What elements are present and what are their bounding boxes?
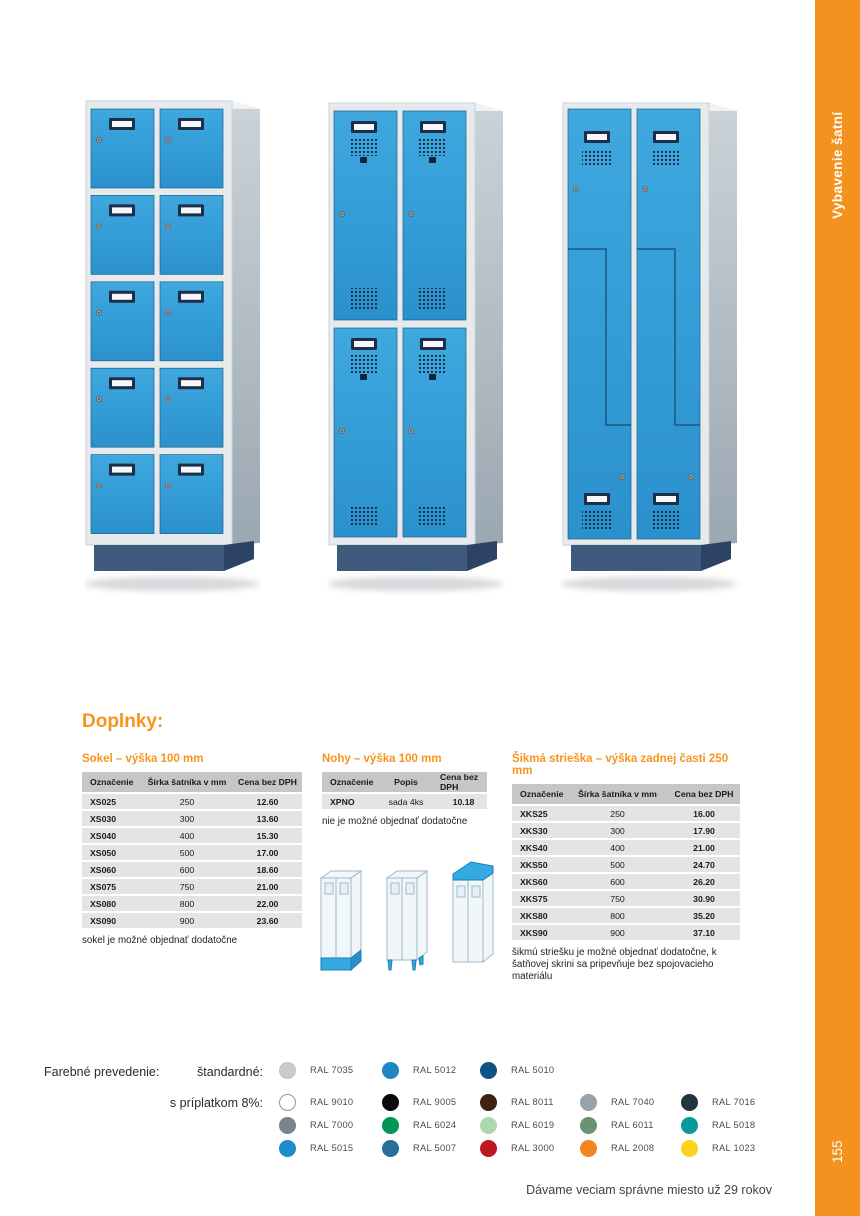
strieska-illustration	[445, 856, 497, 978]
table-header-cell: Cena bez DPH	[440, 772, 479, 792]
door-vent-top	[582, 149, 612, 167]
table-header-cell: Šírka šatníka v mm	[578, 789, 657, 799]
table-cell: XKS80	[520, 910, 548, 921]
table-row	[82, 828, 302, 843]
table-row	[82, 794, 302, 809]
table-row	[512, 840, 740, 855]
door-label-card	[181, 380, 201, 386]
door-label-card	[656, 134, 676, 140]
table-row	[512, 806, 740, 821]
color-swatch-dot	[279, 1117, 296, 1134]
color-swatch-label: RAL 5007	[413, 1143, 457, 1153]
color-legend-label: Farebné prevedenie:	[44, 1065, 160, 1079]
table-cell: 15.30	[256, 830, 279, 841]
color-swatch-item	[681, 1138, 781, 1158]
door-label-card	[423, 341, 443, 347]
color-swatch-label: RAL 8011	[511, 1097, 554, 1107]
color-swatch-label: RAL 5015	[310, 1143, 354, 1153]
table-cell: 23.60	[256, 915, 279, 926]
table-cell: sada 4ks	[388, 796, 424, 807]
color-swatch-item	[480, 1060, 580, 1080]
table-cell: XKS25	[520, 808, 548, 819]
color-swatch-label: RAL 2008	[611, 1143, 655, 1153]
locker-plinth-side	[224, 541, 254, 571]
table-cell: XS075	[90, 881, 117, 892]
color-swatch-item	[382, 1115, 480, 1135]
table-cell: XKS30	[520, 825, 548, 836]
table-header-cell: Cena bez DPH	[238, 777, 297, 787]
table-header-row	[512, 784, 740, 804]
color-swatch-item	[382, 1138, 480, 1158]
table-cell: 26.20	[693, 876, 715, 887]
table-header-cell: Cena bez DPH	[674, 789, 734, 799]
door-latch	[360, 157, 367, 163]
table-row	[512, 925, 740, 940]
table-cell: XKS50	[520, 859, 548, 870]
table-cell: 800	[179, 898, 195, 909]
table-cell: 13.60	[256, 813, 279, 824]
standard-swatch-row	[279, 1060, 781, 1080]
color-swatch-label: RAL 7040	[611, 1097, 655, 1107]
color-swatch-item	[681, 1115, 781, 1135]
table-header-cell: Šírka šatníka v mm	[147, 777, 227, 787]
door-label-card	[587, 496, 607, 502]
color-swatch-label: RAL 7035	[310, 1065, 354, 1075]
table-row	[512, 908, 740, 923]
color-swatch-dot	[382, 1140, 399, 1157]
table-cell: XPNO	[330, 796, 355, 807]
color-swatch-dot	[382, 1094, 399, 1111]
section-title: Šikmá strieška – výška zadnej časti 250 mm	[512, 753, 729, 777]
door-label-card	[181, 467, 201, 473]
color-swatch-label: RAL 6011	[611, 1120, 654, 1130]
color-swatch-label: RAL 5018	[712, 1120, 756, 1130]
door-label-card	[181, 207, 201, 213]
door-lock-core	[98, 226, 100, 228]
table-cell: XS030	[90, 813, 117, 824]
door-lock-core	[621, 476, 623, 478]
locker-plinth-front	[571, 545, 701, 571]
section-strieska	[512, 753, 740, 984]
door-label-card	[587, 134, 607, 140]
color-swatch-dot	[279, 1094, 296, 1111]
locker-shadow	[561, 577, 737, 591]
color-swatch-item	[279, 1115, 382, 1135]
section-nohy	[322, 753, 487, 828]
door-lock-core	[167, 312, 169, 314]
table-cell: XS090	[90, 915, 117, 926]
table-cell: 400	[610, 842, 625, 853]
sidebar-category-label: Vybavenie šatní	[830, 111, 845, 219]
door-latch	[360, 374, 367, 380]
door-label-card	[112, 380, 132, 386]
color-swatch-dot	[681, 1140, 698, 1157]
door-vent-bottom	[349, 288, 377, 310]
locker-shadow	[84, 577, 260, 591]
color-swatch-item	[382, 1060, 480, 1080]
color-swatch-label: RAL 5012	[413, 1065, 457, 1075]
section-note: sokel je možné objednať dodatočne	[82, 935, 238, 946]
locker-plinth-front	[337, 545, 467, 571]
table-row	[512, 874, 740, 889]
table-cell: 24.70	[693, 859, 715, 870]
color-swatch-dot	[580, 1117, 597, 1134]
color-swatch-item	[279, 1138, 382, 1158]
table-row	[512, 857, 740, 872]
door-label-card	[656, 496, 676, 502]
locker-side-panel	[475, 103, 503, 545]
door-vent-top	[418, 138, 446, 156]
door-lock-core	[167, 398, 169, 400]
door-latch	[429, 374, 436, 380]
section-title: Nohy – výška 100 mm	[322, 753, 442, 765]
door-lock-core	[410, 430, 412, 432]
table-cell: 750	[179, 881, 195, 892]
standard-colors-label: štandardné:	[196, 1065, 263, 1079]
door-lock-core	[575, 188, 577, 190]
color-swatch-item	[480, 1138, 580, 1158]
color-swatch-label: RAL 6024	[413, 1120, 457, 1130]
color-swatch-dot	[279, 1140, 296, 1157]
table-cell: 300	[610, 825, 625, 836]
door-lock-core	[410, 213, 412, 215]
color-swatch-label: RAL 7016	[712, 1097, 756, 1107]
door-vent-top	[349, 138, 377, 156]
locker-plinth-front	[94, 545, 224, 571]
table-row	[82, 913, 302, 928]
table-cell: 17.00	[256, 847, 279, 858]
table-cell: 17.90	[693, 825, 715, 836]
table-cell: 21.00	[693, 842, 715, 853]
table-cell: 750	[610, 893, 625, 904]
table-row	[512, 823, 740, 838]
table-cell: XS080	[90, 898, 117, 909]
color-swatch-dot	[480, 1094, 497, 1111]
section-note: nie je možné objednať dodatočne	[322, 816, 468, 827]
color-swatch-item	[681, 1092, 781, 1112]
table-cell: 600	[610, 876, 625, 887]
table-cell: 400	[179, 830, 195, 841]
door-lock-core	[690, 476, 692, 478]
table-cell: 21.00	[256, 881, 279, 892]
table-cell: 22.00	[256, 898, 279, 909]
door-lock-core	[341, 213, 343, 215]
color-swatch-label: RAL 1023	[712, 1143, 756, 1153]
table-cell: 16.00	[693, 808, 715, 819]
locker-side-panel	[709, 103, 737, 545]
table-cell: 37.10	[693, 927, 715, 938]
color-swatch-dot	[580, 1094, 597, 1111]
door-label-card	[112, 467, 132, 473]
table-cell: 30.90	[693, 893, 715, 904]
sidebar-tab	[815, 0, 860, 1216]
table-header-row	[322, 772, 487, 792]
color-swatch-item	[480, 1092, 580, 1112]
color-swatch-item	[382, 1092, 480, 1112]
door-label-card	[112, 121, 132, 127]
accessories-heading: Doplnky:	[82, 711, 164, 732]
color-swatch-item	[580, 1138, 681, 1158]
door-label-card	[112, 207, 132, 213]
door-lock-core	[98, 312, 100, 314]
table-cell: 500	[610, 859, 625, 870]
color-swatch-label: RAL 5010	[511, 1065, 555, 1075]
table-cell: XKS40	[520, 842, 548, 853]
door-label-card	[112, 294, 132, 300]
table-cell: 35.20	[693, 910, 715, 921]
color-swatch-dot	[480, 1062, 497, 1079]
color-swatch-dot	[681, 1117, 698, 1134]
table-header-cell: Označenie	[90, 777, 134, 787]
color-swatch-dot	[382, 1062, 399, 1079]
color-swatch-dot	[480, 1117, 497, 1134]
surcharge-colors-label: s príplatkom 8%:	[169, 1096, 263, 1110]
door-lock-core	[98, 485, 100, 487]
table-cell: XKS60	[520, 876, 548, 887]
table-cell: 900	[179, 915, 195, 926]
door-vent-top	[651, 149, 681, 167]
table-row	[82, 896, 302, 911]
table-cell: 500	[179, 847, 195, 858]
table-row	[82, 845, 302, 860]
table-cell: XS040	[90, 830, 117, 841]
table-cell: XKS90	[520, 927, 548, 938]
color-swatch-label: RAL 6019	[511, 1120, 555, 1130]
door-label-card	[354, 341, 374, 347]
color-swatch-label: RAL 3000	[511, 1143, 555, 1153]
table-cell: 12.60	[256, 796, 279, 807]
table-cell: 900	[610, 927, 625, 938]
sokel-illustration	[317, 860, 365, 978]
nohy-illustration	[383, 860, 431, 978]
locker-side-panel	[232, 101, 260, 545]
color-swatch-dot	[382, 1117, 399, 1134]
color-swatch-dot	[480, 1140, 497, 1157]
locker-plinth-side	[701, 541, 731, 571]
table-row	[82, 811, 302, 826]
table-cell: 600	[179, 864, 195, 875]
color-swatch-item	[279, 1092, 382, 1112]
door-lock-core	[167, 485, 169, 487]
door-lock-core	[98, 139, 100, 141]
locker-photo-z-door	[561, 95, 746, 595]
table-row	[82, 879, 302, 894]
color-swatch-item	[580, 1092, 681, 1112]
door-vent-bottom	[651, 511, 681, 531]
locker-shadow	[327, 577, 503, 591]
color-legend	[0, 1056, 815, 1176]
color-swatch-dot	[580, 1140, 597, 1157]
table-row	[322, 794, 487, 809]
table-header-cell: Označenie	[330, 777, 374, 787]
door-label-card	[181, 294, 201, 300]
color-swatch-item	[580, 1115, 681, 1135]
door-lock-core	[167, 139, 169, 141]
table-cell: 18.60	[256, 864, 279, 875]
door-label-card	[181, 121, 201, 127]
door-lock-core	[167, 226, 169, 228]
table-cell: 250	[610, 808, 625, 819]
table-cell: 300	[179, 813, 195, 824]
color-swatch-dot	[681, 1094, 698, 1111]
locker-photo-ten-door	[84, 93, 269, 595]
table-cell: XS060	[90, 864, 117, 875]
table-cell: XS050	[90, 847, 117, 858]
strieska-highlight	[453, 862, 493, 880]
color-swatch-item	[279, 1060, 382, 1080]
door-vent-bottom	[418, 505, 446, 527]
nohy-price-table	[322, 772, 487, 809]
door-latch	[429, 157, 436, 163]
company-tagline: Dávame veciam správne miesto už 29 rokov	[526, 1183, 772, 1197]
door-vent-bottom	[349, 505, 377, 527]
page-number: 155	[830, 1140, 845, 1164]
door-vent-bottom	[418, 288, 446, 310]
table-cell: 10.18	[452, 796, 475, 807]
table-header-cell: Označenie	[520, 789, 564, 799]
table-row	[82, 862, 302, 877]
surcharge-swatch-row	[279, 1092, 781, 1112]
table-row	[512, 891, 740, 906]
strieska-price-table	[512, 784, 740, 940]
door-lock-core	[98, 398, 100, 400]
door-vent-top	[418, 355, 446, 373]
locker-photo-four-door	[327, 95, 512, 595]
section-sokel	[82, 753, 302, 947]
sokel-highlight	[321, 958, 351, 970]
color-swatch-label: RAL 7000	[310, 1120, 354, 1130]
door-lock-core	[644, 188, 646, 190]
table-cell: 250	[179, 796, 195, 807]
table-cell: XS025	[90, 796, 117, 807]
color-swatch-item	[480, 1115, 580, 1135]
door-label-card	[423, 124, 443, 130]
table-cell: XKS75	[520, 893, 548, 904]
door-lock-core	[341, 430, 343, 432]
table-header-cell: Popis	[394, 777, 418, 787]
sokel-price-table	[82, 772, 302, 928]
door-vent-top	[349, 355, 377, 373]
surcharge-swatch-row	[279, 1115, 781, 1135]
color-swatch-dot	[279, 1062, 296, 1079]
section-note: šikmú striešku je možné objednať dodatočne, k šatňovej skrini sa pripevňuje bez spojovacieho materiálu	[512, 947, 717, 983]
door-vent-bottom	[582, 511, 612, 531]
table-cell: 800	[610, 910, 625, 921]
section-title: Sokel – výška 100 mm	[82, 753, 204, 765]
color-swatch-label: RAL 9005	[413, 1097, 457, 1107]
door-label-card	[354, 124, 374, 130]
color-swatch-label: RAL 9010	[310, 1097, 354, 1107]
locker-plinth-side	[467, 541, 497, 571]
surcharge-swatch-row	[279, 1138, 781, 1158]
table-header-row	[82, 772, 302, 792]
